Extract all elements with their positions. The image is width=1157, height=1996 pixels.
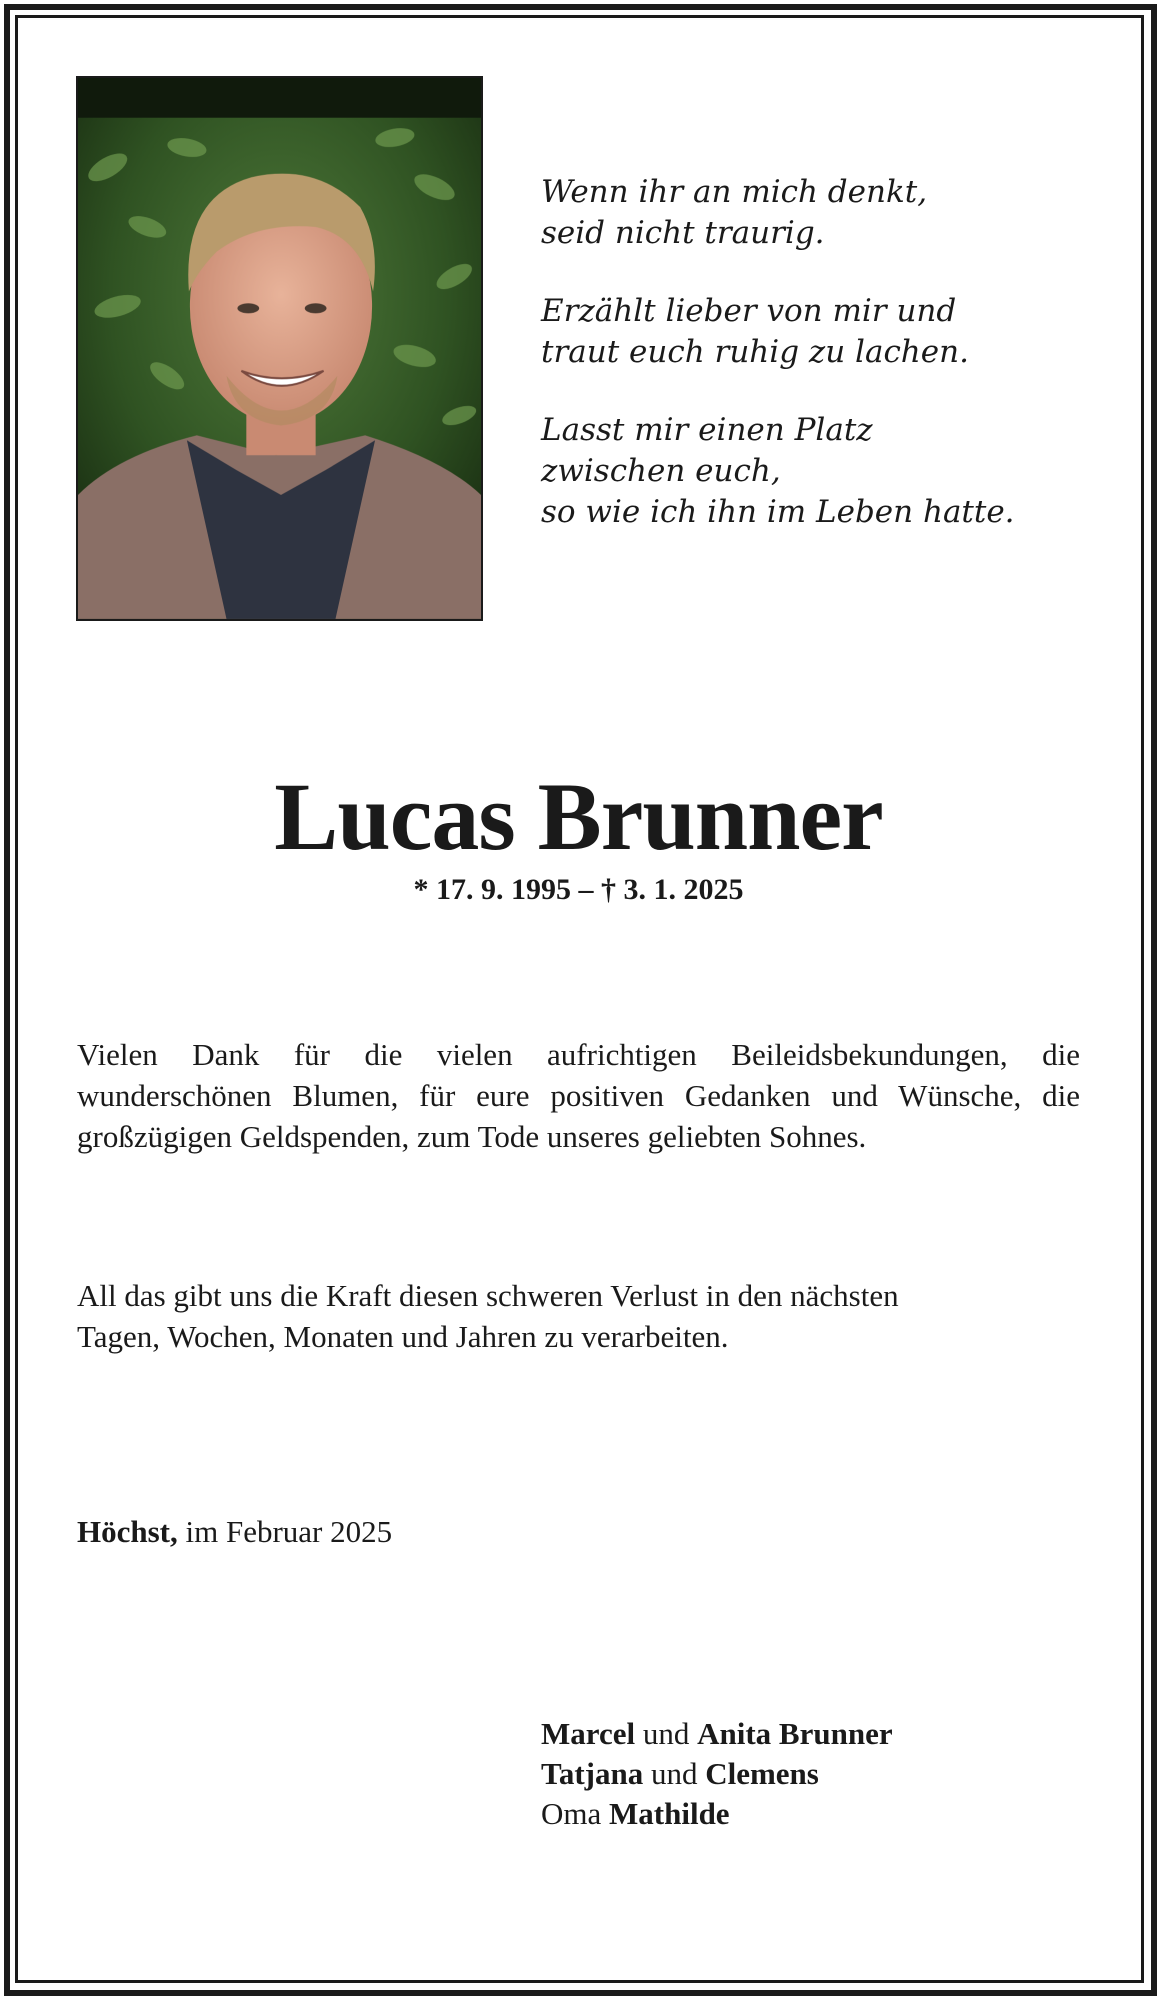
place-and-date [77,1512,392,1552]
poem-stanza [541,172,1101,254]
family-signatures [541,1714,893,1834]
family-name: Anita Brunner [697,1716,893,1751]
poem-line: traut euch ruhig zu lachen. [541,334,969,370]
family-row [541,1754,893,1794]
poem-line: seid nicht traurig. [541,215,825,251]
family-row [541,1714,893,1754]
place-date: im Februar 2025 [177,1514,393,1549]
family-prefix: Oma [541,1796,610,1831]
deceased-name: Lucas Brunner [274,763,883,870]
family-name: Tatjana [541,1756,644,1791]
poem-stanza [541,291,1101,373]
strength-paragraph [77,1275,1080,1357]
poem-line: Wenn ihr an mich denkt, [541,174,928,210]
place-town: Höchst, [77,1514,178,1549]
family-joiner: und [643,1756,706,1791]
family-name: Mathilde [609,1796,730,1831]
family-joiner: und [635,1716,698,1751]
poem-line: so wie ich ihn im Leben hatte. [541,494,1015,530]
paragraph-line: Tagen, Wochen, Monaten und Jahren zu verarbeiten. [77,1319,729,1354]
family-row [541,1794,893,1834]
poem-line: Lasst mir einen Platz [541,412,873,448]
poem-line: zwischen euch, [541,453,781,489]
family-name: Clemens [705,1756,819,1791]
portrait-photo-icon [78,78,481,619]
poem [541,172,1101,570]
poem-stanza [541,410,1101,533]
thanks-paragraph: Vielen Dank für die vielen aufrichtigen Beileidsbekundungen, die wunderschönen Blumen, für eure positiven Gedanken und Wünsche, die großzügigen Geldspenden, zum Tode unseres geliebten Sohnes. [77,1037,1080,1154]
family-name: Marcel [541,1716,636,1751]
life-dates: * 17. 9. 1995 – † 3. 1. 2025 [413,873,744,906]
poem-line: Erzählt lieber von mir und [541,293,957,329]
portrait-photo [76,76,483,621]
paragraph-line: All das gibt uns die Kraft diesen schweren Verlust in den nächsten [77,1278,899,1313]
